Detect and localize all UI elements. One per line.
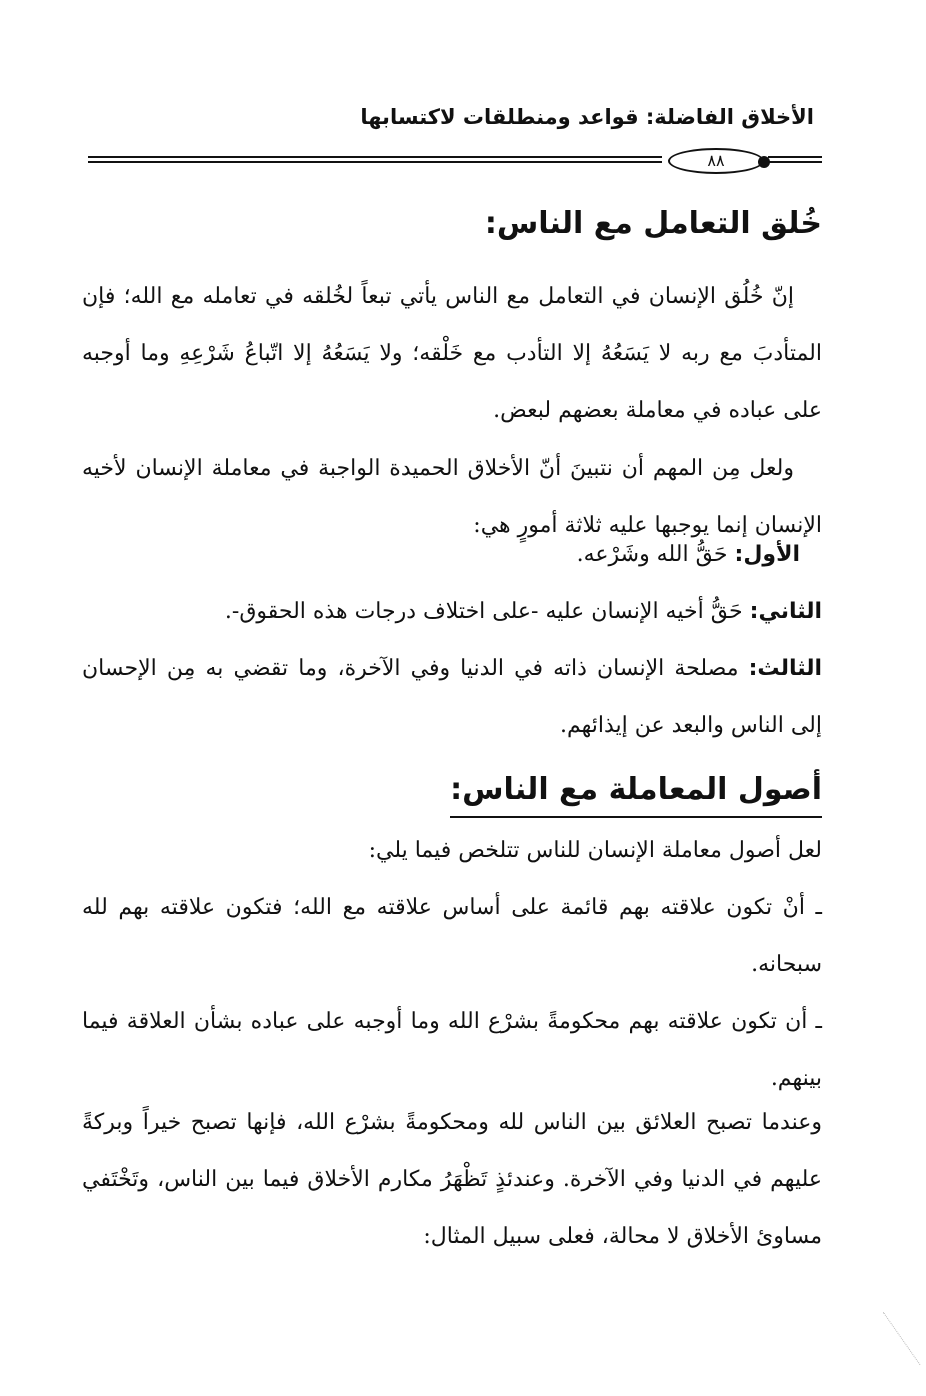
list-item-text: حَقُّ الله وشَرْعه. [576,542,735,567]
principles-intro: لعل أصول معاملة الإنسان للناس تتلخص فيما يلي: [368,838,822,863]
paragraph-consequences: وعندما تصبح العلائق بين الناس لله ومحكومةً بشرْع الله، فإنها تصبح خيراً وبركةً عليهم في الدنيا وفي الآخرة. وعندئذٍ تَظْهَرُ مكارم الأخلاق فيما بين الناس، وتَخْتَفي مساوئ الأخلاق لا محالة، فعلى سبيل المثال: [82,1110,822,1249]
obligations-list [82,526,822,754]
header-rule-long-line [88,156,662,163]
principle-bullet-1: ـ أنْ تكون علاقته بهم قائمة على أساس علاقته مع الله؛ فتكون علاقته بهم لله سبحانه. [82,895,822,977]
list-item-term: الثاني: [749,599,822,624]
list-item-second [82,583,822,640]
section-heading-dealing-with-people: خُلق التعامل مع الناس: [484,206,822,241]
page-number-badge: ٨٨ [668,148,764,174]
list-item-first [82,526,822,583]
principles-block [82,822,822,1107]
paragraph-obligations: ولعل مِن المهم أن نتبينَ أنّ الأخلاق الحميدة الواجبة في معاملة الإنسان لأخيه الإنسان إنما يوجبها عليه ثلاثة أمورٍ هي: [82,456,822,538]
section-heading-principles: أصول المعاملة مع الناس: [450,770,822,818]
list-item-term: الأول: [734,542,800,567]
list-item-text: مصلحة الإنسان ذاته في الدنيا وفي الآخرة، وما تقضي به مِن الإحسان إلى الناس والبعد عن إيذائهم. [82,656,822,738]
page-edge-mark [883,1311,922,1365]
list-item-text: حَقُّ أخيه الإنسان عليه -على اختلاف درجات هذه الحقوق-. [224,599,750,624]
header-rule-short-line [768,156,822,163]
paragraph-intro: إنّ خُلُق الإنسان في التعامل مع الناس يأتي تبعاً لخُلقه في تعامله مع الله؛ فإن المتأدبَ مع ربه لا يَسَعُهُ إلا التأدب مع خَلْقه؛ ولا يَسَعُهُ إلا اتّباعُ شَرْعِهِ وما أوجبه على عباده في معاملة بعضهم لبعض. [82,284,822,423]
header-rule [88,148,822,178]
list-item-term: الثالث: [748,656,822,681]
running-header-title: الأخلاق الفاضلة: قواعد ومنطلقات لاكتسابها [360,105,814,129]
list-item-third [82,640,822,754]
principle-bullet-2: ـ أن تكون علاقته بهم محكومةً بشرْع الله وما أوجبه على عباده بشأن العلاقة فيما بينهم. [82,1009,822,1091]
